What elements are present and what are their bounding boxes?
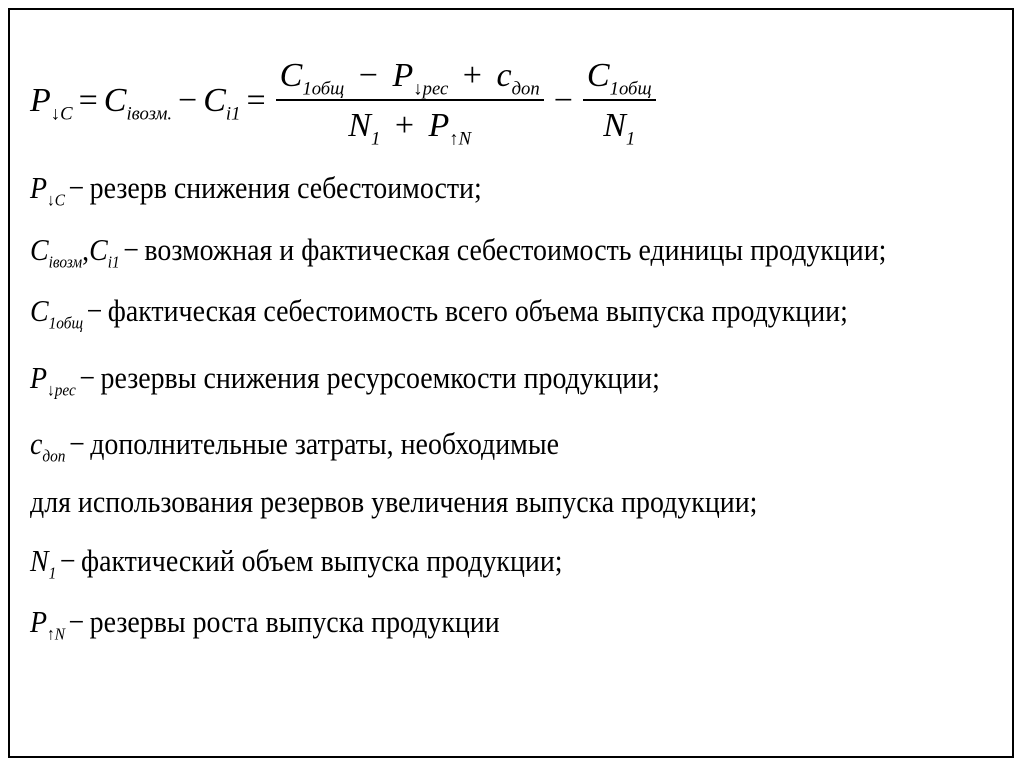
formula-term-possible-cost: $C_{iвозм.}$: [103, 82, 173, 125]
definition-resource-intensity-reserves: $P_{↓рес}$ − резервы снижения ресурсоемкости продукции;: [30, 360, 660, 400]
main-formula: [30, 46, 660, 156]
definition-additional-costs-continuation: для использования резервов увеличения выпуска продукции;: [30, 484, 758, 519]
fraction-secondary: [583, 57, 656, 150]
minus-sign: −: [178, 82, 198, 119]
definition-cost-reduction-reserve: $P_{↓C}$ − резерв снижения себестоимости;: [30, 170, 482, 210]
fraction-main-denominator: $N_1 + P_{↑N}$: [348, 107, 472, 150]
fraction-secondary-denominator: $N_1$: [603, 107, 636, 150]
definition-actual-output-volume: $N_1$ − фактический объем выпуска продукции;: [30, 543, 563, 583]
definition-additional-costs: $c_{доп}$ − дополнительные затраты, необходимые: [30, 426, 559, 466]
fraction-main: [276, 57, 544, 150]
fraction-secondary-numerator: $C_{1общ}$: [583, 59, 656, 101]
definition-total-actual-cost: $C_{1общ}$ − фактическая себестоимость всего объема выпуска продукции;: [30, 293, 848, 333]
equals-sign: =: [78, 82, 98, 119]
definition-possible-actual-unit-cost: $C_{iвозм},C_{i1}$ − возможная и фактическая себестоимость единицы продукции;: [30, 232, 887, 272]
formula-term-actual-cost: $C_{i1}$: [203, 82, 241, 125]
definition-output-growth-reserves: $P_{↑N}$ − резервы роста выпуска продукции: [30, 604, 500, 644]
fraction-main-numerator: $C_{1общ} - P_{↓рес} + c_{доп}$: [276, 59, 544, 101]
minus-sign-2: −: [553, 82, 573, 119]
equals-sign-2: =: [246, 82, 266, 119]
formula-lhs: $P_{↓C}$: [30, 82, 73, 125]
